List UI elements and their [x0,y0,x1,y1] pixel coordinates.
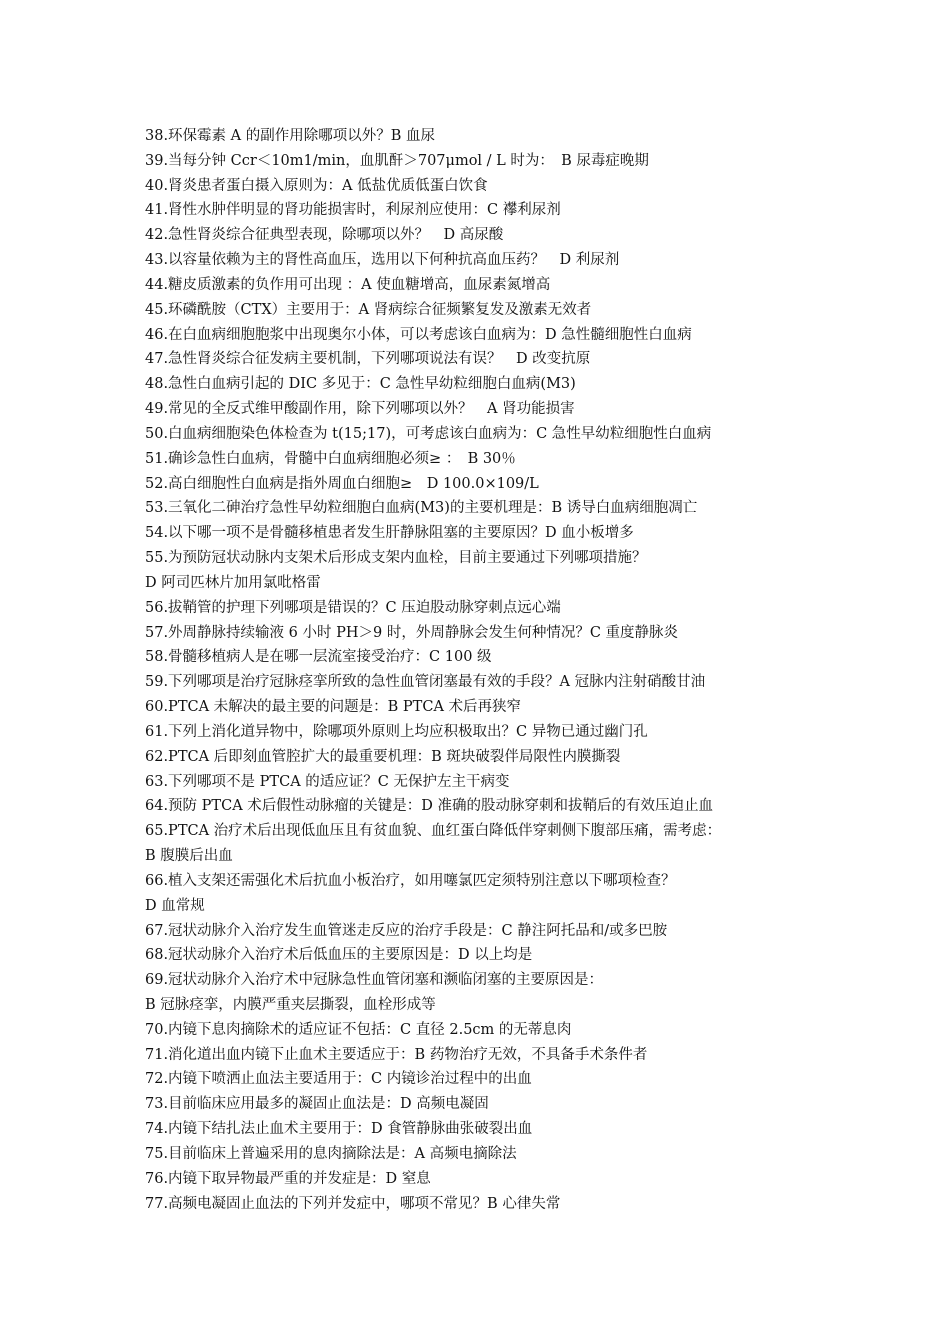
text-line: 66.植入支架还需强化术后抗血小板治疗，如用噻氯匹定须特别注意以下哪项检查？ [145,872,676,889]
text-line: 68.冠状动脉介入治疗术后低血压的主要原因是：D 以上均是 [145,947,533,964]
text-line: 63.下列哪项不是 PTCA 的适应证？C 无保护左主干病变 [145,773,510,790]
text-line: 53.三氧化二砷治疗急性早幼粒细胞白血病(M3)的主要机理是：B 诱导白血病细胞凋亡 [145,500,698,517]
text-line: 73.目前临床应用最多的凝固止血法是：D 高频电凝固 [145,1096,489,1113]
text-line: 39.当每分钟 Ccr＜10m1/min，血肌酐＞707μmol / L 时为： B 尿毒症晚期 [145,152,649,169]
text-line: D 阿司匹林片加用氯吡格雷 [145,574,321,591]
text-line: 47.急性肾炎综合征发病主要机制，下列哪项说法有误？ D 改变抗原 [145,351,591,368]
text-line: 44.糖皮质激素的负作用可出现 ：A 使血糖增高，血尿素氮增高 [145,276,551,293]
text-line: 38.环保霉素 A 的副作用除哪项以外？B 血尿 [145,128,436,144]
text-line: 51.确诊急性白血病，骨髓中白血病细胞必须≥ ： B 30％ [145,450,516,467]
text-line: 58.骨髓移植病人是在哪一层流室接受治疗：C 100 级 [145,649,492,666]
text-line: 76.内镜下取异物最严重的并发症是：D 窒息 [145,1170,431,1187]
text-line: 60.PTCA 未解决的最主要的问题是：B PTCA 术后再狭窄 [145,699,522,716]
text-line: 41.肾性水肿伴明显的肾功能损害时，利尿剂应使用：C 襻利尿剂 [145,202,561,219]
text-line: 45.环磷酰胺（CTX）主要用于：A 肾病综合征频繁复发及激素无效者 [145,301,592,318]
text-line: 72.内镜下喷洒止血法主要适用于：C 内镜诊治过程中的出血 [145,1071,532,1088]
text-line: 65.PTCA 治疗术后出现低血压且有贫血貌、血红蛋白降低伴穿刺侧下腹部压痛，需考虑： [145,823,722,840]
text-line: B 冠脉痉挛，内膜严重夹层撕裂，血栓形成等 [145,996,436,1013]
text-line: 48.急性白血病引起的 DIC 多见于：C 急性早幼粒细胞白血病(M3) [145,376,576,393]
text-line: 77.高频电凝固止血法的下列并发症中，哪项不常见？B 心律失常 [145,1195,561,1212]
text-line: 54.以下哪一项不是骨髓移植患者发生肝静脉阻塞的主要原因？D 血小板增多 [145,525,634,542]
text-line: 55.为预防冠状动脉内支架术后形成支架内血栓，目前主要通过下列哪项措施？ [145,550,647,567]
text-line: 57.外周静脉持续输液 6 小时 PH＞9 时，外周静脉会发生何种情况？C 重度静脉炎 [145,624,679,641]
text-line: 50.白血病细胞染色体检查为 t(15;17)，可考虑该白血病为：C 急性早幼粒细胞性白血病 [145,425,712,442]
text-line: 69.冠状动脉介入治疗术中冠脉急性血管闭塞和濒临闭塞的主要原因是： [145,972,604,989]
text-line: D 血常规 [145,897,205,914]
text-line: 42.急性肾炎综合征典型表现，除哪项以外？ D 高尿酸 [145,227,504,244]
document-page [145,124,805,1216]
text-line: 75.目前临床上普遍采用的息肉摘除法是：A 高频电摘除法 [145,1145,517,1162]
text-line: 59.下列哪项是治疗冠脉痉挛所致的急性血管闭塞最有效的手段？A 冠脉内注射硝酸甘油 [145,674,706,691]
text-line: B 腹膜后出血 [145,848,233,865]
text-line: 46.在白血病细胞胞浆中出现奥尔小体，可以考虑该白血病为：D 急性髓细胞性白血病 [145,326,692,343]
text-line: 62.PTCA 后即刻血管腔扩大的最重要机理：B 斑块破裂伴局限性内膜撕裂 [145,748,621,765]
text-line: 56.拔鞘管的护理下列哪项是错误的？C 压迫股动脉穿刺点远心端 [145,599,561,616]
text-line: 64.预防 PTCA 术后假性动脉瘤的关键是：D 准确的股动脉穿刺和拔鞘后的有效压迫止血 [145,798,714,815]
text-line: 67.冠状动脉介入治疗发生血管迷走反应的治疗手段是：C 静注阿托品和/或多巴胺 [145,922,668,939]
text-line: 40.肾炎患者蛋白摄入原则为：A 低盐优质低蛋白饮食 [145,177,488,194]
text-line: 49.常见的全反式维甲酸副作用，除下列哪项以外？ A 肾功能损害 [145,401,575,418]
text-line: 70.内镜下息肉摘除术的适应证不包括：C 直径 2.5cm 的无蒂息肉 [145,1021,572,1038]
text-line: 43.以容量依赖为主的肾性高血压，选用以下何种抗高血压药？ D 利尿剂 [145,252,620,269]
text-line: 71.消化道出血内镜下止血术主要适应于：B 药物治疗无效，不具备手术条件者 [145,1046,648,1063]
text-line: 52.高白细胞性白血病是指外周血白细胞≥ D 100.0×109/L [145,475,539,492]
text-line: 61.下列上消化道异物中，除哪项外原则上均应积极取出？C 异物已通过幽门孔 [145,723,648,740]
text-line: 74.内镜下结扎法止血术主要用于：D 食管静脉曲张破裂出血 [145,1121,533,1138]
